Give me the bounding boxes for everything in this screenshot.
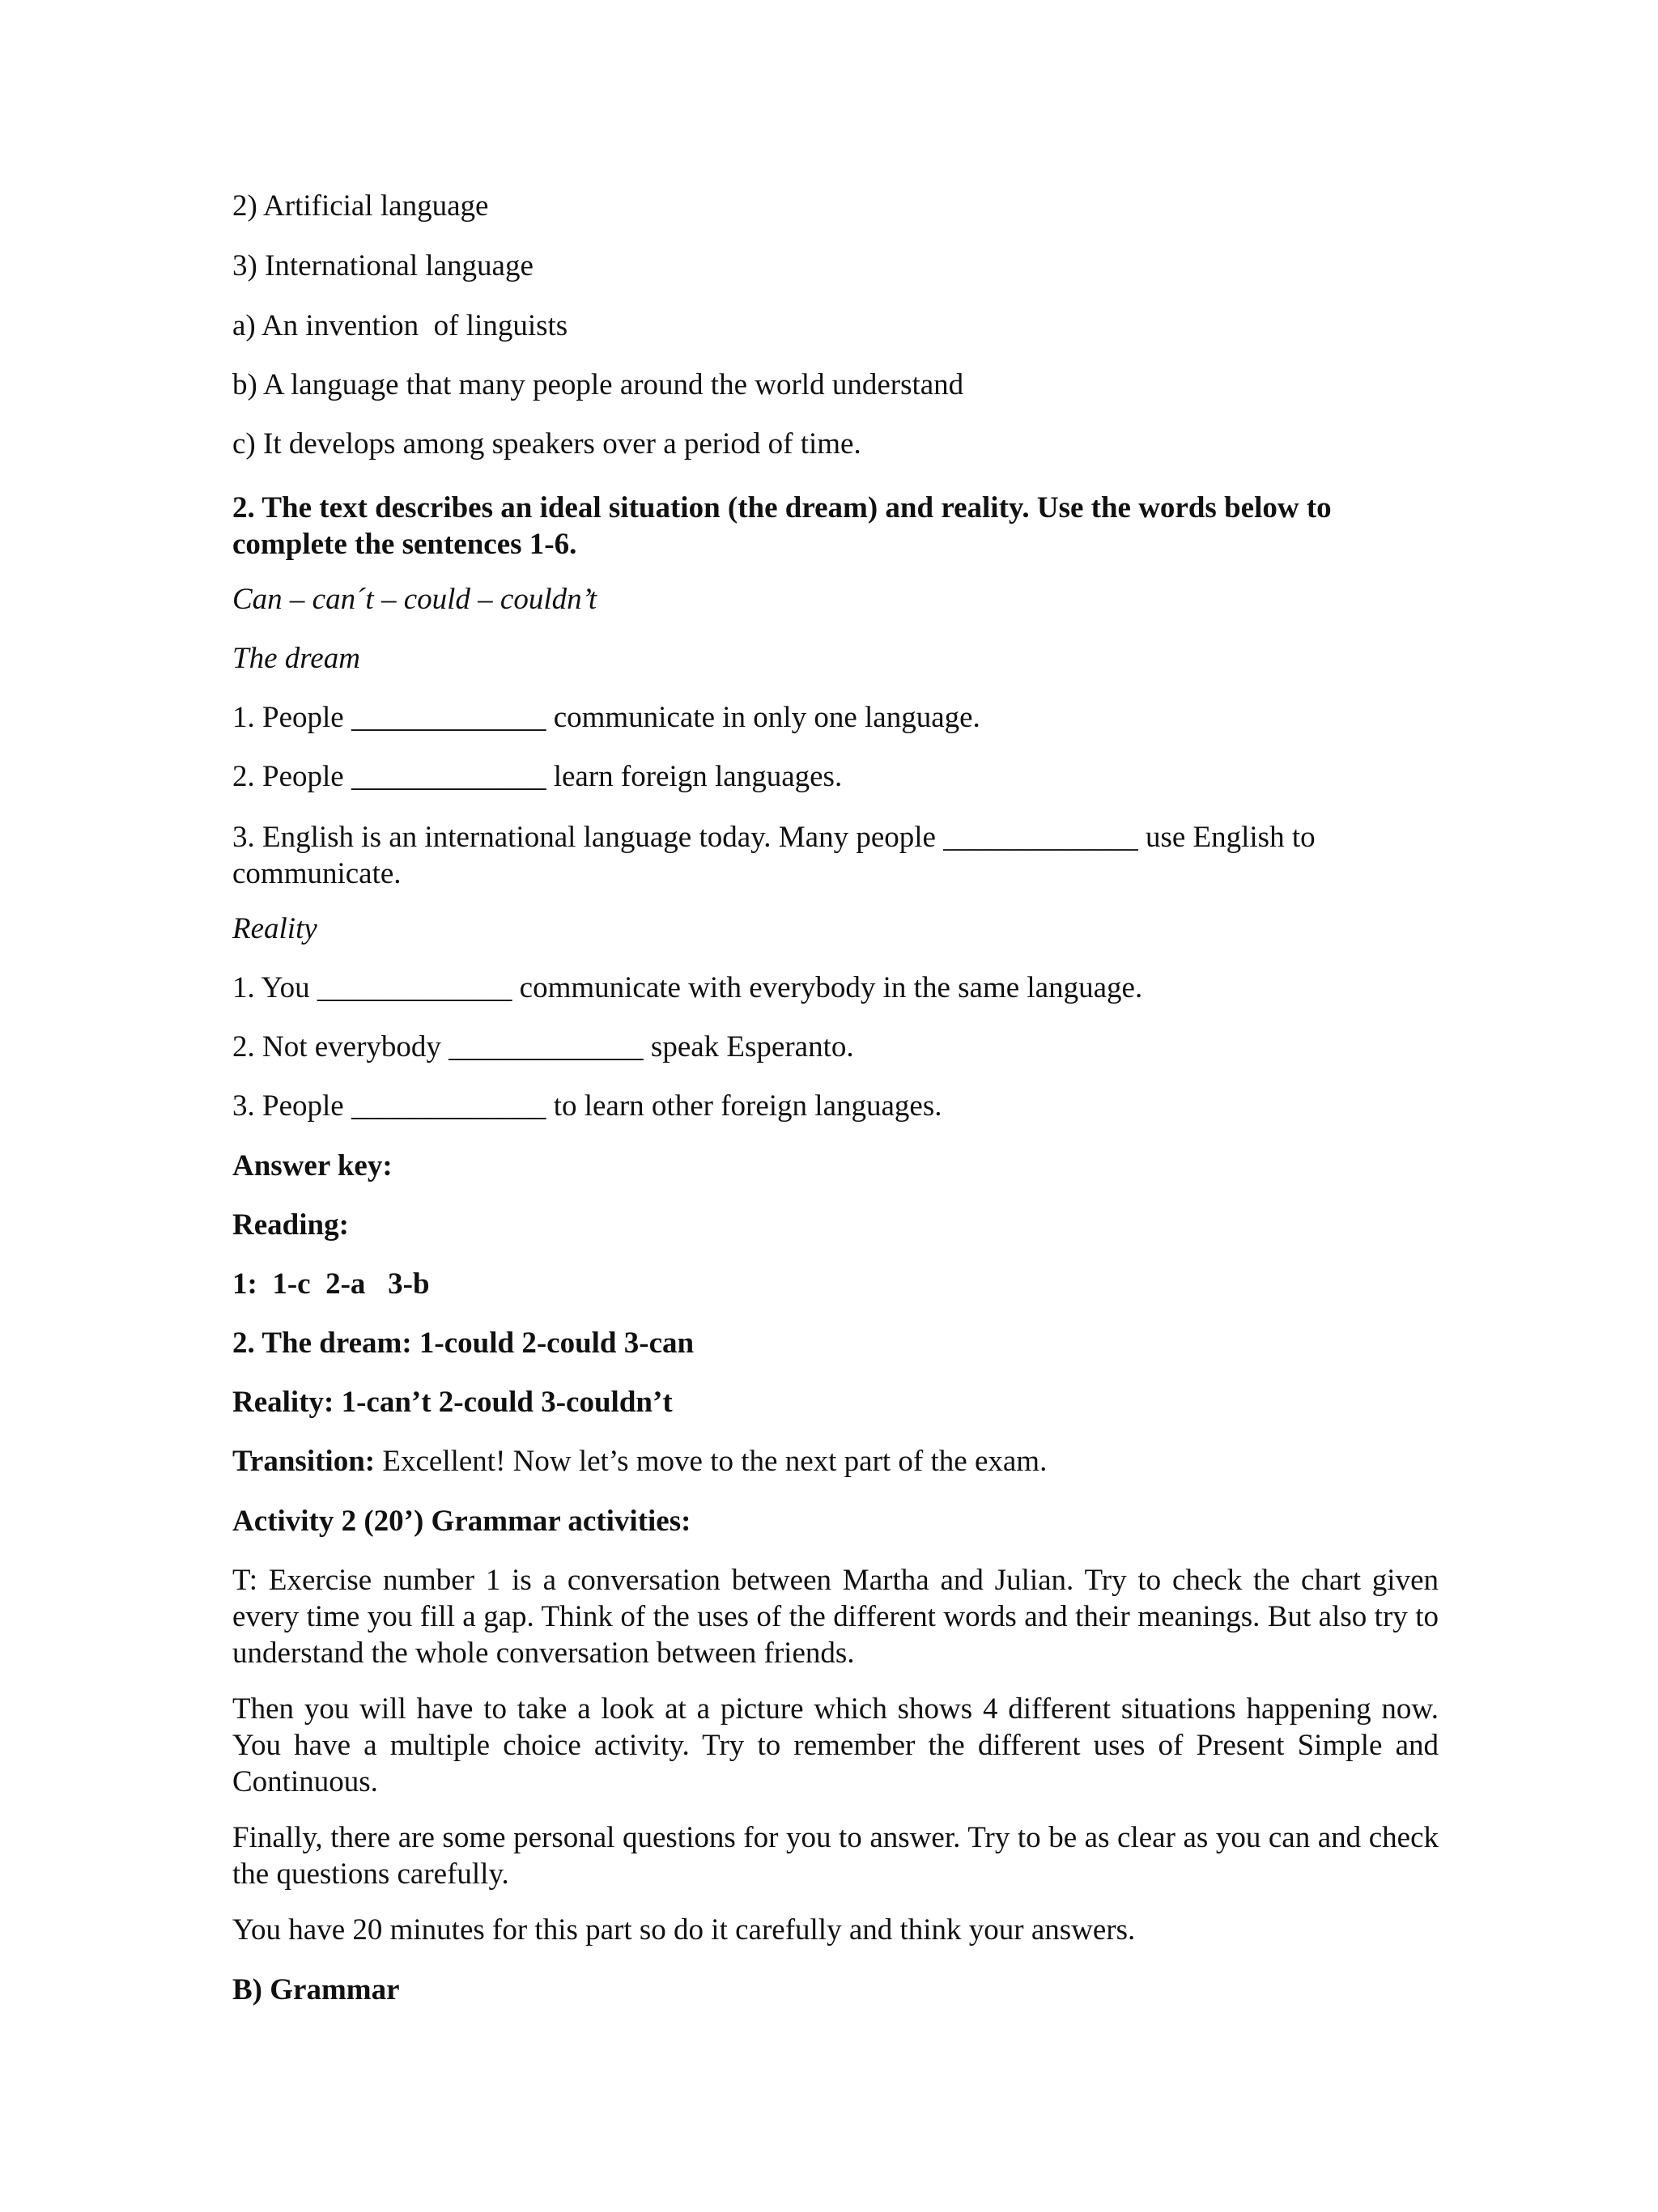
reality-sentence-3: 3. People _____________ to learn other foreign languages. (232, 1089, 942, 1123)
grammar-heading: B) Grammar (232, 1973, 400, 2006)
definition-a: a) An invention of linguists (232, 309, 568, 342)
answers-reality: Reality: 1-can’t 2-could 3-couldn’t (232, 1386, 673, 1419)
answer-key-heading: Answer key: (232, 1149, 393, 1182)
definition-b: b) A language that many people around the world understand (232, 368, 964, 401)
paragraph-exercise-1: T: Exercise number 1 is a conversation between Martha and Julian. Try to check the chart given every time you fill a gap. Think of the uses of the different words and their meanings. But also try to understand the whole conversation between friends. (232, 1564, 1439, 1670)
reality-sentence-2: 2. Not everybody _____________ speak Esperanto. (232, 1030, 854, 1064)
dream-sentence-3: 3. English is an international language today. Many people _____________ use English to communicate. (232, 821, 1316, 890)
definition-c: c) It develops among speakers over a period of time. (232, 427, 861, 461)
option-international-language: 3) International language (232, 249, 534, 282)
option-artificial-language: 2) Artificial language (232, 189, 489, 223)
dream-sentence-2: 2. People _____________ learn foreign languages. (232, 760, 843, 793)
transition-text: Excellent! Now let’s move to the next part of the exam. (375, 1445, 1048, 1478)
paragraph-time-limit: You have 20 minutes for this part so do it carefully and think your answers. (232, 1913, 1136, 1947)
answers-exercise-1: 1: 1-c 2-a 3-b (232, 1267, 430, 1301)
paragraph-picture-activity: Then you will have to take a look at a picture which shows 4 different situations happening now. You have a multiple choice activity. Try to remember the different uses of Present Simple and Continuous. (232, 1692, 1439, 1798)
word-list: Can – can´t – could – couldn’t (232, 583, 597, 616)
paragraph-personal-questions: Finally, there are some personal questions for you to answer. Try to be as clear as you can and check the questions carefully. (232, 1821, 1439, 1891)
section-the-dream: The dream (232, 642, 360, 675)
reality-sentence-1: 1. You _____________ communicate with everybody in the same language. (232, 971, 1143, 1004)
transition-line (232, 1443, 1439, 1480)
answers-the-dream: 2. The dream: 1-could 2-could 3-can (232, 1327, 695, 1360)
activity-2-heading: Activity 2 (20’) Grammar activities: (232, 1505, 691, 1538)
section-reality: Reality (232, 912, 317, 945)
transition-label: Transition: (232, 1445, 376, 1478)
reading-heading: Reading: (232, 1208, 349, 1242)
dream-sentence-1: 1. People _____________ communicate in only one language. (232, 701, 980, 734)
exercise-2-instructions: 2. The text describes an ideal situation (the dream) and reality. Use the words below to complete the sentences 1-6. (232, 491, 1332, 561)
